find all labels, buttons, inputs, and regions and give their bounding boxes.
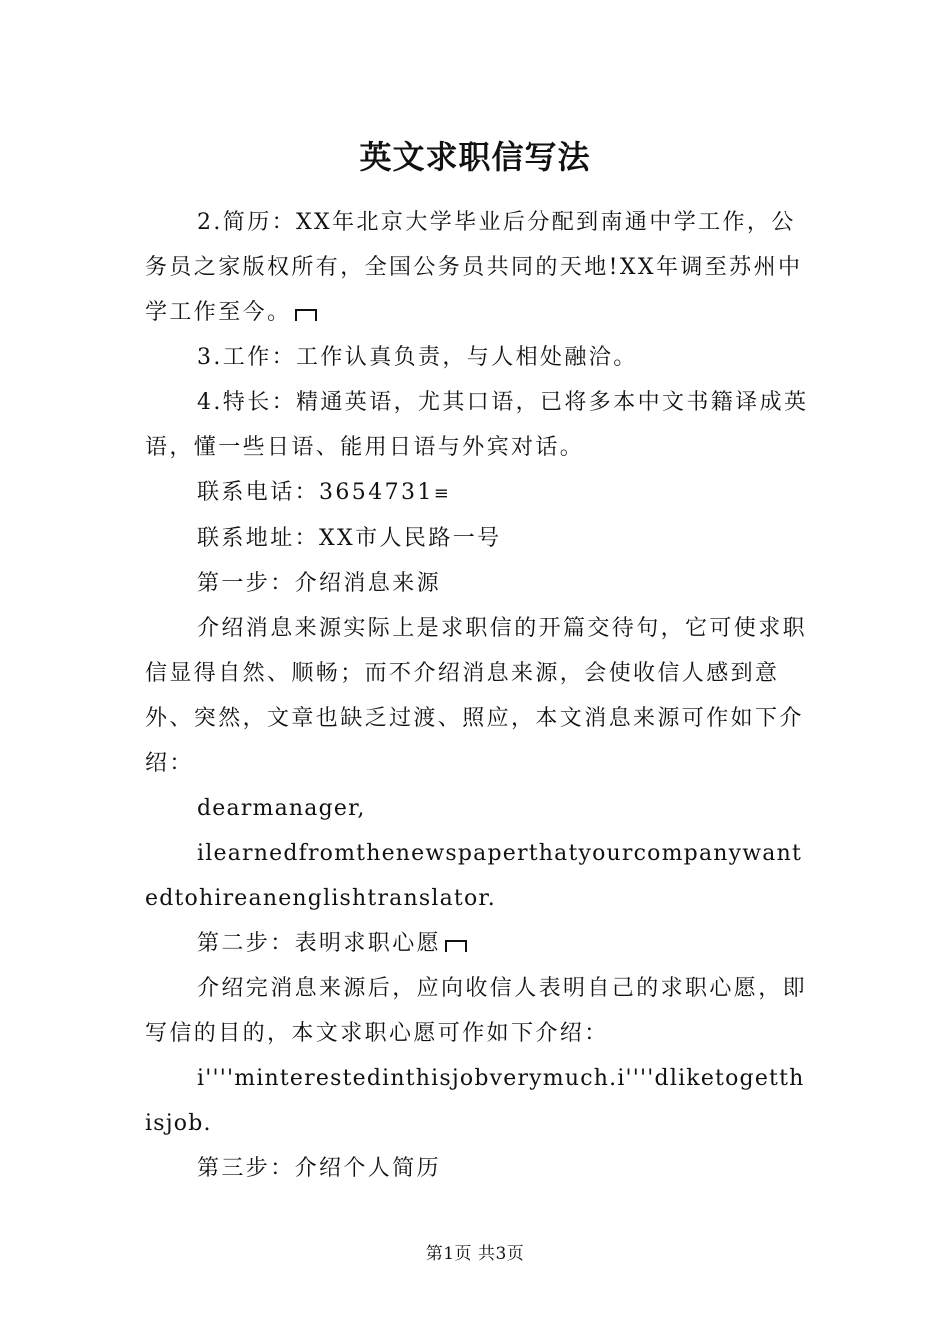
paragraph-text: dearmanager, (197, 796, 366, 821)
paragraph-english-source (145, 831, 810, 921)
paragraph-text: 3.工作：工作认真负责，与人相处融洽。 (197, 345, 638, 370)
paragraph-text: 介绍完消息来源后，应向收信人表明自己的求职心愿，即写信的目的，本文求职心愿可作如下介绍： (145, 976, 808, 1046)
bracket-mark-icon (445, 940, 467, 952)
paragraph-text: ilearnedfromthenewspaperthatyourcompanywantedtohireanenglishtranslator. (145, 841, 803, 911)
paragraph-text: 2.简历：XX年北京大学毕业后分配到南通中学工作，公务员之家版权所有，全国公务员共同的天地!XX年调至苏州中学工作至今。 (145, 210, 803, 325)
paragraph-salutation (145, 786, 810, 831)
paragraph-resume (145, 200, 810, 335)
page-footer: 第1页 共3页 (425, 1244, 525, 1264)
paragraph-step-two-body (145, 966, 810, 1056)
paragraph-text: 联系地址：XX市人民路一号 (197, 526, 502, 551)
document-title: 英文求职信写法 (359, 138, 591, 176)
document-body (145, 200, 810, 1191)
paragraph-text: 第一步：介绍消息来源 (197, 571, 442, 596)
paragraph-phone (145, 470, 810, 516)
equals-mark-icon: ≡ (433, 483, 449, 504)
paragraph-step-one (145, 561, 810, 606)
paragraph-address (145, 516, 810, 561)
paragraph-text: i''''minterestedinthisjobverymuch.i''''dliketogetthisjob. (145, 1066, 805, 1136)
paragraph-step-three (145, 1146, 810, 1191)
paragraph-specialty (145, 380, 810, 470)
bracket-mark-icon (295, 309, 317, 321)
paragraph-step-two (145, 921, 810, 966)
paragraph-work (145, 335, 810, 380)
paragraph-text: 联系电话：3654731 (197, 480, 434, 505)
paragraph-text: 4.特长：精通英语，尤其口语，已将多本中文书籍译成英语，懂一些日语、能用日语与外宾对话。 (145, 390, 809, 460)
paragraph-english-wish (145, 1056, 810, 1146)
paragraph-text: 介绍消息来源实际上是求职信的开篇交待句，它可使求职信显得自然、顺畅；而不介绍消息来源，会使收信人感到意外、突然，文章也缺乏过渡、照应，本文消息来源可作如下介绍： (145, 616, 808, 776)
paragraph-text: 第二步：表明求职心愿 (197, 931, 442, 956)
paragraph-text: 第三步：介绍个人简历 (197, 1156, 442, 1181)
paragraph-step-one-body (145, 606, 810, 786)
